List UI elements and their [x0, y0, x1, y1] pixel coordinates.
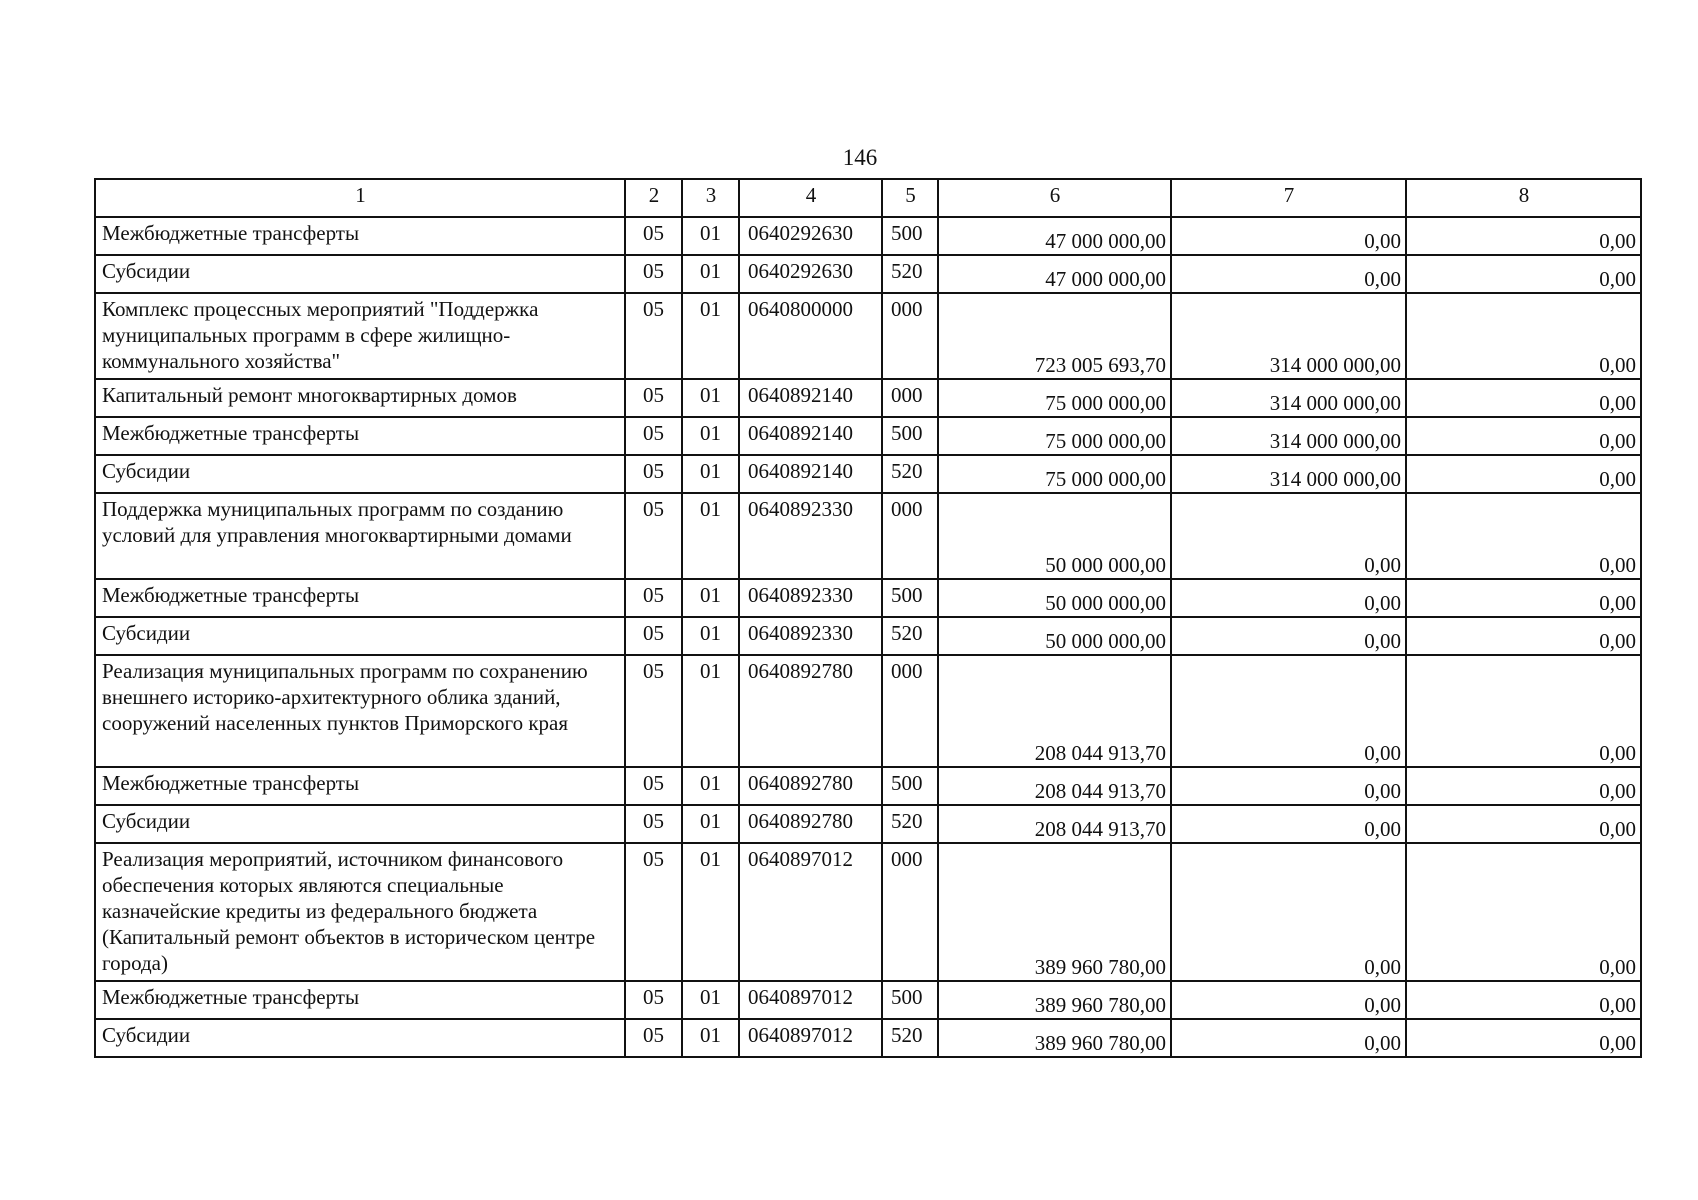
target-article-code: 0640892140 — [739, 417, 882, 455]
target-article-code: 0640292630 — [739, 217, 882, 255]
table-row — [95, 255, 1641, 293]
amount-col-6: 50 000 000,00 — [938, 579, 1171, 617]
section-code: 05 — [625, 843, 682, 981]
amount-col-8: 0,00 — [1406, 767, 1641, 805]
section-code: 05 — [625, 805, 682, 843]
amount-col-7: 0,00 — [1171, 579, 1406, 617]
table-row — [95, 579, 1641, 617]
table-header-row — [95, 179, 1641, 217]
section-code: 05 — [625, 493, 682, 579]
subsection-code: 01 — [682, 1019, 739, 1057]
table-row — [95, 493, 1641, 579]
expense-type-code: 520 — [882, 255, 938, 293]
expense-type-code: 000 — [882, 843, 938, 981]
amount-col-8: 0,00 — [1406, 655, 1641, 767]
amount-col-6: 389 960 780,00 — [938, 981, 1171, 1019]
section-code: 05 — [625, 217, 682, 255]
column-header: 7 — [1171, 179, 1406, 217]
column-header: 4 — [739, 179, 882, 217]
table-row — [95, 767, 1641, 805]
table-row — [95, 843, 1641, 981]
column-header: 5 — [882, 179, 938, 217]
table-row — [95, 217, 1641, 255]
amount-col-7: 0,00 — [1171, 1019, 1406, 1057]
amount-col-6: 47 000 000,00 — [938, 217, 1171, 255]
amount-col-6: 208 044 913,70 — [938, 655, 1171, 767]
target-article-code: 0640892780 — [739, 655, 882, 767]
amount-col-6: 47 000 000,00 — [938, 255, 1171, 293]
amount-col-8: 0,00 — [1406, 417, 1641, 455]
expense-type-code: 520 — [882, 1019, 938, 1057]
amount-col-8: 0,00 — [1406, 843, 1641, 981]
amount-col-8: 0,00 — [1406, 255, 1641, 293]
target-article-code: 0640292630 — [739, 255, 882, 293]
section-code: 05 — [625, 1019, 682, 1057]
amount-col-7: 0,00 — [1171, 767, 1406, 805]
table-row — [95, 981, 1641, 1019]
expense-type-code: 520 — [882, 455, 938, 493]
expense-type-code: 500 — [882, 981, 938, 1019]
section-code: 05 — [625, 617, 682, 655]
row-name: Субсидии — [95, 455, 625, 493]
amount-col-8: 0,00 — [1406, 379, 1641, 417]
column-header: 8 — [1406, 179, 1641, 217]
subsection-code: 01 — [682, 293, 739, 379]
amount-col-7: 0,00 — [1171, 617, 1406, 655]
target-article-code: 0640892330 — [739, 579, 882, 617]
amount-col-6: 50 000 000,00 — [938, 617, 1171, 655]
section-code: 05 — [625, 655, 682, 767]
section-code: 05 — [625, 455, 682, 493]
subsection-code: 01 — [682, 379, 739, 417]
section-code: 05 — [625, 255, 682, 293]
amount-col-6: 50 000 000,00 — [938, 493, 1171, 579]
section-code: 05 — [625, 417, 682, 455]
subsection-code: 01 — [682, 981, 739, 1019]
row-name: Реализация мероприятий, источником финансового обеспечения которых являются специальные казначейские кредиты из федерального бюджета (Капитальный ремонт объектов в историческом центре города) — [95, 843, 625, 981]
column-header: 2 — [625, 179, 682, 217]
target-article-code: 0640892330 — [739, 493, 882, 579]
table-row — [95, 379, 1641, 417]
row-name: Межбюджетные трансферты — [95, 217, 625, 255]
amount-col-7: 0,00 — [1171, 805, 1406, 843]
section-code: 05 — [625, 981, 682, 1019]
expense-type-code: 500 — [882, 579, 938, 617]
amount-col-8: 0,00 — [1406, 493, 1641, 579]
section-code: 05 — [625, 379, 682, 417]
expense-type-code: 500 — [882, 417, 938, 455]
target-article-code: 0640892140 — [739, 379, 882, 417]
subsection-code: 01 — [682, 579, 739, 617]
table-row — [95, 1019, 1641, 1057]
amount-col-6: 389 960 780,00 — [938, 1019, 1171, 1057]
amount-col-7: 0,00 — [1171, 493, 1406, 579]
page-number: 146 — [842, 145, 878, 170]
row-name: Реализация муниципальных программ по сохранению внешнего историко-архитектурного облика зданий, сооружений населенных пунктов Приморского края — [95, 655, 625, 767]
amount-col-6: 208 044 913,70 — [938, 805, 1171, 843]
expense-type-code: 520 — [882, 805, 938, 843]
row-name: Межбюджетные трансферты — [95, 417, 625, 455]
target-article-code: 0640892780 — [739, 805, 882, 843]
amount-col-7: 0,00 — [1171, 843, 1406, 981]
amount-col-7: 314 000 000,00 — [1171, 379, 1406, 417]
row-name: Поддержка муниципальных программ по созданию условий для управления многоквартирными домами — [95, 493, 625, 579]
table-row — [95, 805, 1641, 843]
subsection-code: 01 — [682, 843, 739, 981]
table-row — [95, 417, 1641, 455]
row-name: Субсидии — [95, 1019, 625, 1057]
row-name: Комплекс процессных мероприятий "Поддержка муниципальных программ в сфере жилищно-коммунального хозяйства" — [95, 293, 625, 379]
amount-col-8: 0,00 — [1406, 293, 1641, 379]
table-row — [95, 293, 1641, 379]
row-name: Субсидии — [95, 255, 625, 293]
target-article-code: 0640897012 — [739, 843, 882, 981]
amount-col-8: 0,00 — [1406, 1019, 1641, 1057]
row-name: Межбюджетные трансферты — [95, 767, 625, 805]
expense-type-code: 500 — [882, 217, 938, 255]
target-article-code: 0640897012 — [739, 1019, 882, 1057]
expense-type-code: 000 — [882, 379, 938, 417]
row-name: Капитальный ремонт многоквартирных домов — [95, 379, 625, 417]
target-article-code: 0640892780 — [739, 767, 882, 805]
amount-col-8: 0,00 — [1406, 617, 1641, 655]
amount-col-7: 314 000 000,00 — [1171, 293, 1406, 379]
table-row — [95, 655, 1641, 767]
amount-col-8: 0,00 — [1406, 455, 1641, 493]
amount-col-6: 75 000 000,00 — [938, 379, 1171, 417]
column-header: 6 — [938, 179, 1171, 217]
target-article-code: 0640892330 — [739, 617, 882, 655]
amount-col-6: 389 960 780,00 — [938, 843, 1171, 981]
row-name: Межбюджетные трансферты — [95, 981, 625, 1019]
subsection-code: 01 — [682, 655, 739, 767]
budget-table — [94, 178, 1642, 1058]
target-article-code: 0640897012 — [739, 981, 882, 1019]
amount-col-7: 0,00 — [1171, 655, 1406, 767]
amount-col-8: 0,00 — [1406, 805, 1641, 843]
section-code: 05 — [625, 293, 682, 379]
subsection-code: 01 — [682, 617, 739, 655]
table-row — [95, 455, 1641, 493]
amount-col-7: 314 000 000,00 — [1171, 417, 1406, 455]
target-article-code: 0640892140 — [739, 455, 882, 493]
amount-col-6: 208 044 913,70 — [938, 767, 1171, 805]
row-name: Субсидии — [95, 617, 625, 655]
amount-col-6: 75 000 000,00 — [938, 417, 1171, 455]
row-name: Субсидии — [95, 805, 625, 843]
column-header: 3 — [682, 179, 739, 217]
subsection-code: 01 — [682, 417, 739, 455]
expense-type-code: 000 — [882, 655, 938, 767]
subsection-code: 01 — [682, 493, 739, 579]
expense-type-code: 500 — [882, 767, 938, 805]
subsection-code: 01 — [682, 455, 739, 493]
subsection-code: 01 — [682, 255, 739, 293]
subsection-code: 01 — [682, 805, 739, 843]
column-header: 1 — [95, 179, 625, 217]
expense-type-code: 000 — [882, 493, 938, 579]
table-row — [95, 617, 1641, 655]
amount-col-8: 0,00 — [1406, 579, 1641, 617]
amount-col-7: 0,00 — [1171, 217, 1406, 255]
section-code: 05 — [625, 579, 682, 617]
amount-col-8: 0,00 — [1406, 981, 1641, 1019]
amount-col-8: 0,00 — [1406, 217, 1641, 255]
target-article-code: 0640800000 — [739, 293, 882, 379]
section-code: 05 — [625, 767, 682, 805]
subsection-code: 01 — [682, 217, 739, 255]
amount-col-7: 0,00 — [1171, 981, 1406, 1019]
amount-col-6: 723 005 693,70 — [938, 293, 1171, 379]
row-name: Межбюджетные трансферты — [95, 579, 625, 617]
amount-col-6: 75 000 000,00 — [938, 455, 1171, 493]
expense-type-code: 000 — [882, 293, 938, 379]
expense-type-code: 520 — [882, 617, 938, 655]
amount-col-7: 314 000 000,00 — [1171, 455, 1406, 493]
amount-col-7: 0,00 — [1171, 255, 1406, 293]
subsection-code: 01 — [682, 767, 739, 805]
